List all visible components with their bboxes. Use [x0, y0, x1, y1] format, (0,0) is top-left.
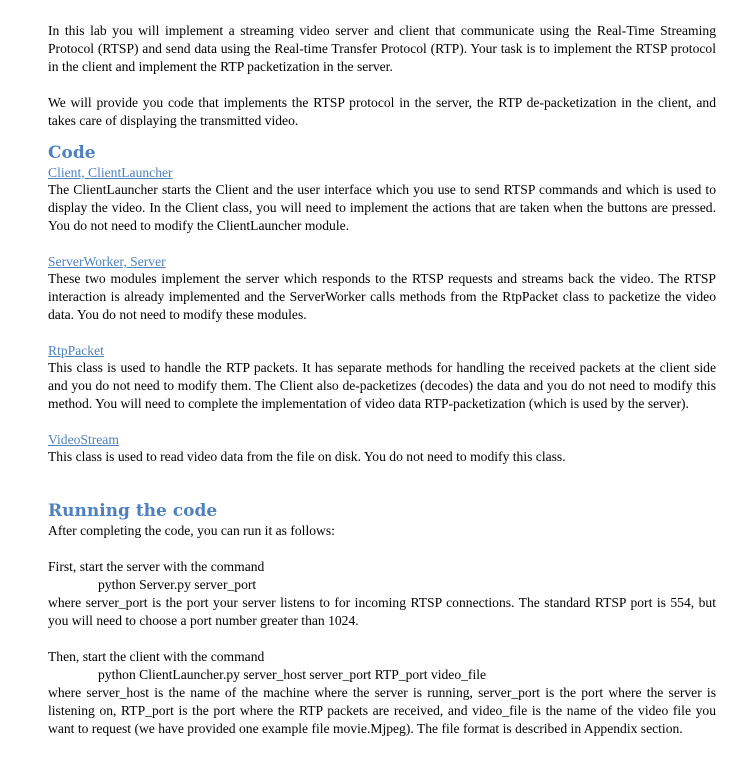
intro-paragraph-1: In this lab you will implement a streaming video server and client that communicate using the Real-Time Streaming Protocol (RTSP) and send data using the Real-time Transfer Protocol (RTP). Your task is to implement the RTSP protocol in the client and implement the RTP packetization in the server.	[48, 23, 716, 74]
serverworker-paragraph: These two modules implement the server which responds to the RTSP requests and streams back the video. The RTSP interaction is already implemented and the ServerWorker calls methods from the RtpPacket class to packetize the video data. You do not need to modify these modules.	[48, 271, 716, 322]
document-page	[48, 22, 716, 738]
client-description: where server_host is the name of the machine where the server is running, server_port is the port where the server is listening on, RTP_port is the port where the RTP packets are received, and video_file is the name of the video file you want to request (we have provided one example file movie.Mjpeg). The file format is described in Appendix section.	[48, 685, 716, 736]
client-paragraph: The ClientLauncher starts the Client and the user interface which you use to send RTSP commands and which is used to display the video. In the Client class, you will need to implement the actions that are taken when the buttons are pressed. You do not need to modify the ClientLauncher module.	[48, 182, 716, 233]
rtppacket-subheading: RtpPacket	[48, 343, 104, 358]
running-intro: After completing the code, you can run it as follows:	[48, 523, 335, 538]
client-step-text: Then, start the client with the command	[48, 649, 265, 664]
intro-paragraph-2: We will provide you code that implements the RTSP protocol in the server, the RTP de-packetization in the client, and takes care of displaying the transmitted video.	[48, 95, 716, 128]
rtppacket-paragraph: This class is used to handle the RTP packets. It has separate methods for handling the received packets at the client side and you do not need to modify them. The Client also de-packetizes (decodes) the data and you do not need to modify this method. You will need to complete the implementation of video data RTP-packetization (which is used by the server).	[48, 360, 716, 411]
videostream-subheading: VideoStream	[48, 432, 119, 447]
code-heading: Code	[48, 143, 96, 163]
client-subheading: Client, ClientLauncher	[48, 165, 173, 180]
serverworker-subheading: ServerWorker, Server	[48, 254, 166, 269]
videostream-paragraph: This class is used to read video data from the file on disk. You do not need to modify this class.	[48, 449, 566, 464]
running-heading: Running the code	[48, 501, 218, 521]
client-command: python ClientLauncher.py server_host server_port RTP_port video_file	[98, 667, 487, 682]
server-description: where server_port is the port your server listens to for incoming RTSP connections. The standard RTSP port is 554, but you will need to choose a port number greater than 1024.	[48, 595, 716, 628]
server-command: python Server.py server_port	[98, 577, 257, 592]
server-step-text: First, start the server with the command	[48, 559, 265, 574]
